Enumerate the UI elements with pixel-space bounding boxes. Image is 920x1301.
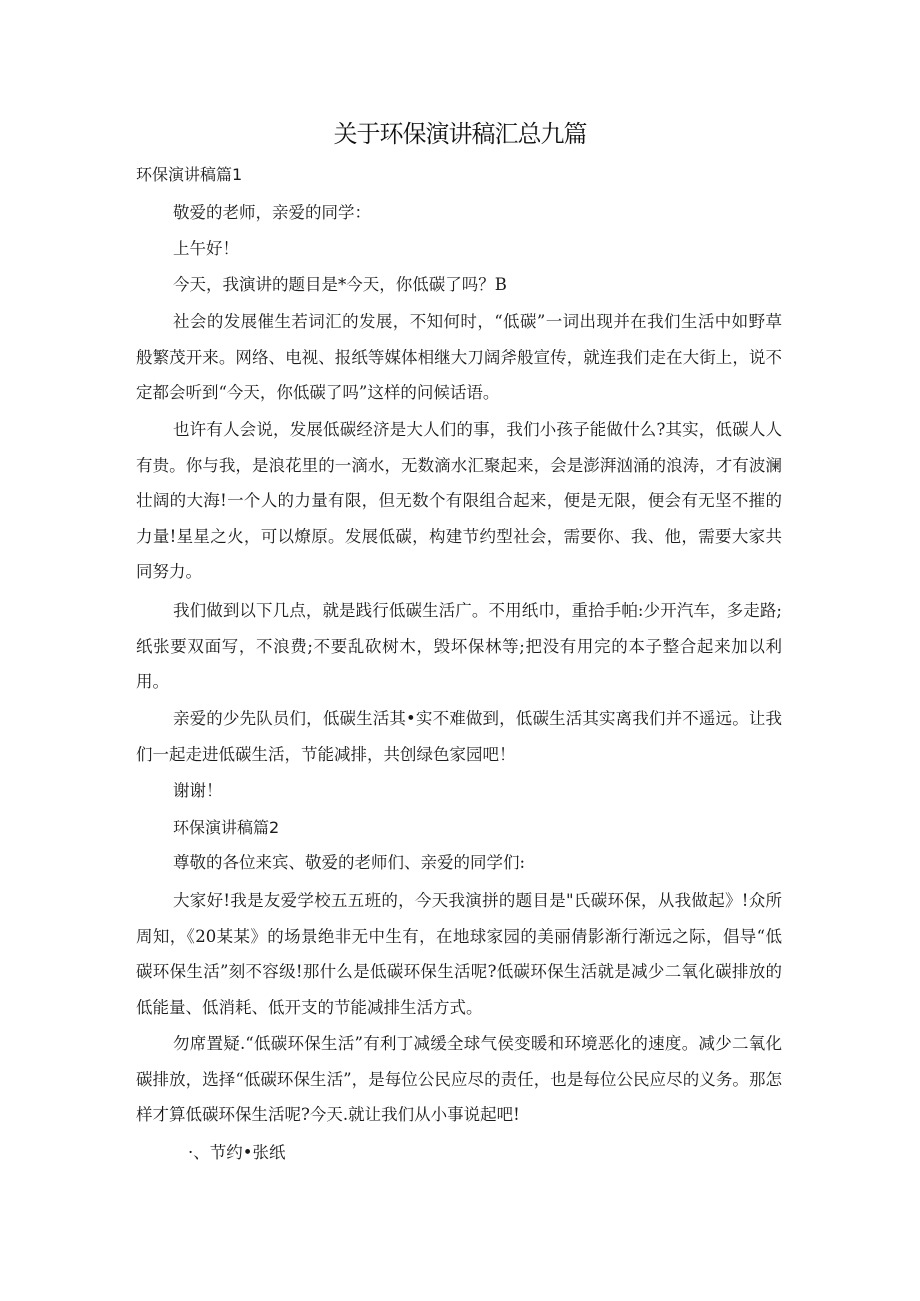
greeting-1: 上午好！ [173,239,239,258]
paragraph-2: 也许有人会说，发展低碳经济是大人们的事，我们小孩子能做什么?其实，低碳人人有贵。你与我，是浪花里的一滴水，无数滴水汇聚起来，会是澎湃汹涌的浪涛，才有波澜壮阔的大海!一个人的力量有限，但无数个有限组合起来，便是无限，便会有无坚不摧的力量!星星之火，可以燎原。发展低碳，构建节约型社会，需要你、我、他，需要大家共同努力。 [136,420,782,581]
paragraph-1: 社会的发展催生若词汇的发展，不知何时，“低碳”一词出现并在我们生活中如野草般繁茂开来。网络、电视、报纸等媒体相继大刀阔斧般宣传，就连我们走在大街上，说不定都会听到“今天，你低碳了吗”这样的问候话语。 [136,312,782,402]
paragraph-5: 大家好!我是友爱学校五五班的，今天我演拼的题目是"氏碳环保，从我做起》!众所周知，《20某某》的场景绝非无中生有，在地球家园的美丽倩影渐行渐远之际，倡导“低碳环保生活”刻不容级!那什么是低碳环保生活呢?低碳环保生活就是减少二氧化碳排放的低能量、低消耗、低开支的节能减排生活方式。 [136,891,782,1017]
salutation-1: 敬爱的老师，亲爱的同学： [173,203,371,222]
topic-line: 今天，我演讲的题目是*今天，你低碳了吗？B [173,275,507,294]
salutation-2: 尊敬的各位来宾、敬爱的老师们、亲爱的同学们: [173,853,526,872]
paragraph-6: 勿席置疑.“低碳环保生活”有利丁减缓全球气侯变暖和环境恶化的速度。减少二氧化碳排放，选择“低碳环保生活”，是每位公民应尽的责任，也是每位公民应尽的义务。那怎样才算低碳环保生活呢?今天.就让我们从小事说起吧! [136,1034,782,1124]
paragraph-4: 亲爱的少先队员们，低碳生活其•实不难做到，低碳生活其实离我们并不遥远。让我们一起走进低碳生活，节能减排，共创绿色家园吧！ [136,709,782,764]
paragraph-3: 我们做到以下几点，就是践行低碳生活广。不用纸巾，重拾手帕:少开汽车，多走路;纸张要双面写，不浪费;不要乱砍树木，毁坏保林等;把没有用完的本子整合起来加以利用。 [136,601,782,691]
document-title: 关于环保演讲稿汇总九篇 [333,120,587,148]
section-heading-1: 环保演讲稿篇1 [136,165,243,184]
list-item: ·、节约•张纸 [188,1143,286,1162]
thanks-line: 谢谢！ [173,781,223,800]
section-heading-2: 环保演讲稿篇2 [173,818,280,837]
